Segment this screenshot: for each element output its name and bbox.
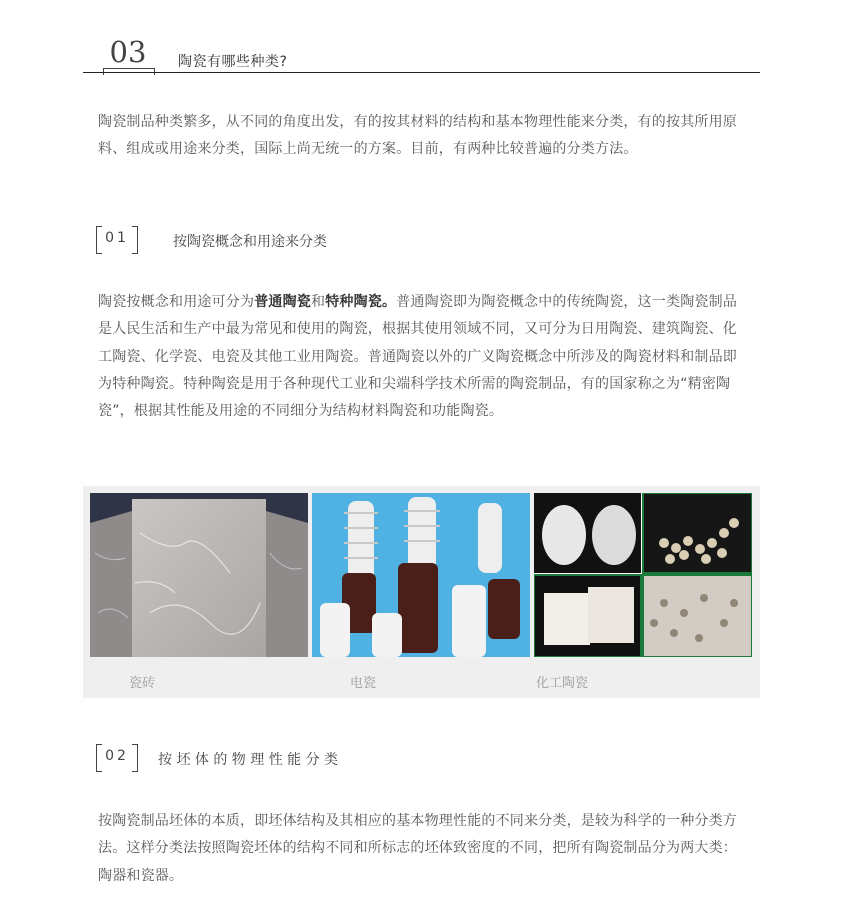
subsection-01-heading [96, 226, 356, 254]
subsection-title: 按 坯 体 的 物 理 性 能 分 类 [158, 752, 339, 768]
caption-tile: 瓷砖 [129, 676, 156, 691]
subsection-number-bracket [96, 744, 138, 772]
subsection-02-heading [96, 744, 396, 772]
subsection-title: 按陶瓷概念和用途来分类 [173, 234, 327, 250]
sub2-paragraph: 按陶瓷制品坯体的本质，即坯体结构及其相应的基本物理性能的不同来分类，是较为科学的一种分类方法。这样分类法按照陶瓷坯体的结构不同和所标志的坯体致密度的不同，把所有陶瓷制品分为两大类：陶器和瓷器。 [98, 813, 737, 884]
section-number: 03 [109, 35, 147, 69]
chemical-ceramics-photo [534, 493, 752, 657]
tile-photo [90, 493, 308, 657]
section-header [83, 30, 760, 74]
subsection-number-bracket [96, 226, 138, 254]
section-divider [83, 72, 760, 73]
ceramics-gallery [83, 486, 760, 698]
subsection-number: 01 [105, 230, 129, 246]
section-title: 陶瓷有哪些种类? [178, 54, 288, 70]
sub1-paragraph: 陶瓷按概念和用途可分为普通陶瓷和特种陶瓷。普通陶瓷即为陶瓷概念中的传统陶瓷，这一类陶瓷制品是人民生活和生产中最为常见和使用的陶瓷，根据其使用领域不同，又可分为日用陶瓷、建筑陶瓷、化工陶瓷、化学瓷、电瓷及其他工业用陶瓷。普通陶瓷以外的广义陶瓷概念中所涉及的陶瓷材料和制品即为特种陶瓷。特种陶瓷是用于各种现代工业和尖端科学技术所需的陶瓷制品，有的国家称之为“精密陶瓷”，根据其性能及用途的不同细分为结构材料陶瓷和功能陶瓷。 [98, 294, 738, 420]
caption-chemical-ceramics: 化工陶瓷 [536, 676, 589, 691]
caption-insulator: 电瓷 [350, 676, 377, 691]
insulator-photo [312, 493, 530, 657]
subsection-number: 02 [105, 748, 129, 764]
intro-paragraph: 陶瓷制品种类繁多，从不同的角度出发，有的按其材料的结构和基本物理性能来分类，有的按其所用原料、组成或用途来分类，国际上尚无统一的方案。目前，有两种比较普遍的分类方法。 [98, 114, 737, 158]
bold-term-special: 特种陶瓷。 [325, 294, 397, 310]
bold-term-ordinary: 普通陶瓷 [254, 294, 312, 310]
